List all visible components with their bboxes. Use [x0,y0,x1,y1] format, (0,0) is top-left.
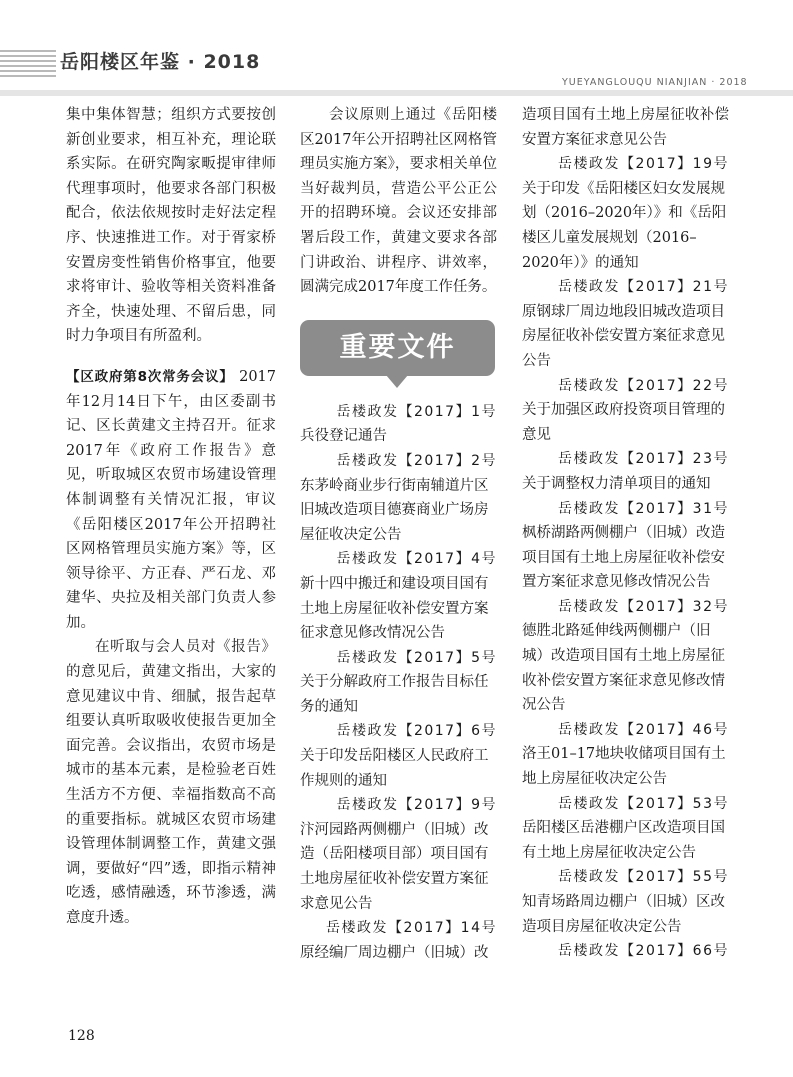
document-number: 岳楼政发【2017】5号 [336,649,497,666]
document-number: 岳楼政发【2017】46号 [558,721,729,738]
document-number: 岳楼政发【2017】31号 [558,500,729,517]
document-number: 岳楼政发【2017】14号 [326,920,497,937]
header-stripes-decoration [0,50,56,78]
column-2 [300,103,497,965]
yearbook-title: 岳阳楼区年鉴 · 2018 [60,51,261,73]
document-list [522,152,729,964]
page-header [0,0,793,100]
document-title: 德胜北路延伸线两侧棚户（旧城）改造项目国有土地上房屋征收补偿安置方案征求意见修改情况公告 [522,623,725,714]
document-title: 关于加强区政府投资项目管理的意见 [522,402,725,443]
paragraph: 会议原则上通过《岳阳楼区2017年公开招聘社区网格管理员实施方案》，要求相关单位当好裁判员，营造公平公正公开的招聘环境。会议还安排部署后段工作，黄建文要求各部门讲政治、讲程序、讲效率，圆满完成2017年度工作任务。 [300,107,497,296]
document-number: 岳楼政发【2017】55号 [558,869,729,886]
meeting-text: 2017年12月14日下午，由区委副书记、区长黄建文主持召开。征求2017年《政府工作报告》意见，听取城区农贸市场建设管理体制调整有关情况汇报，审议《岳阳楼区2017年公开招聘社区网格管理员实施方案》等，区领导徐平、方正春、严石龙、邓建华、央拉及相关部门负责人参加。 [66,368,277,631]
header-rule [0,90,793,96]
document-number: 岳楼政发【2017】53号 [558,795,729,812]
continued-document-title: 造项目国有土地上房屋征收补偿安置方案征求意见公告 [522,107,729,148]
document-title: 东茅岭商业步行街南辅道片区旧城改造项目德赛商业广场房屋征收决定公告 [300,477,489,543]
yearbook-subtitle: YUEYANGLOUQU NIANJIAN · 2018 [562,77,748,88]
document-title: 关于分解政府工作报告目标任务的通知 [300,674,489,715]
document-number: 岳楼政发【2017】4号 [336,551,497,568]
document-title: 关于印发岳阳楼区人民政府工作规则的通知 [300,748,489,789]
document-number: 岳楼政发【2017】6号 [336,723,497,740]
document-number: 岳楼政发【2017】19号 [558,156,729,173]
document-title: 知青场路周边棚户（旧城）区改造项目房屋征收决定公告 [522,894,725,935]
document-number: 岳楼政发【2017】21号 [558,279,729,296]
meeting-paragraph [66,365,276,636]
section-banner-title: 重要文件 [300,320,495,376]
document-title: 汴河园路两侧棚户（旧城）改造（岳阳楼项目部）项目国有土地房屋征收补偿安置方案征求意见公告 [300,821,489,912]
document-title: 关于印发《岳阳楼区妇女发展规划（2016–2020年）》和《岳阳楼区儿童发展规划（2016–2020年）》的通知 [522,180,727,271]
document-title: 岳阳楼区岳港棚户区改造项目国有土地上房屋征收决定公告 [522,820,725,861]
page-number: 128 [68,1028,95,1044]
document-number: 岳楼政发【2017】1号 [336,403,497,420]
document-number: 岳楼政发【2017】32号 [558,598,729,615]
banner-pointer-decoration [386,375,408,388]
document-number: 岳楼政发【2017】22号 [558,377,729,394]
section-banner [300,320,495,390]
paragraph: 集中集体智慧；组织方式要按创新创业要求，相互补充，理论联系实际。在研究陶家畈提审律师代理事项时，他要求各部门积极配合，依法依规按时走好法定程序、快速推进工作。对于胥家桥安置房变性销售价格事宜，他要求将审计、验收等相关资料准备齐全，快速处理、不留后患，同时力争项目有所盈利。 [66,107,276,345]
column-1 [66,103,276,931]
document-title: 原经编厂周边棚户（旧城）改 [300,944,489,961]
column-3 [522,103,729,964]
document-title: 关于调整权力清单项目的通知 [522,475,711,492]
document-title: 枫桥湖路两侧棚户（旧城）改造项目国有土地上房屋征收补偿安置方案征求意见修改情况公告 [522,525,725,591]
document-number: 岳楼政发【2017】66号 [558,943,729,960]
document-title: 原钢球厂周边地段旧城改造项目房屋征收补偿安置方案征求意见公告 [522,303,725,369]
document-number: 岳楼政发【2017】23号 [558,451,729,468]
document-list [300,400,497,966]
paragraph: 在听取与会人员对《报告》的意见后，黄建文指出，大家的意见建议中肯、细腻，报告起草组要认真听取吸收使报告更加全面完善。会议指出，农贸市场是城市的基本元素，是检验老百姓生活方不方便、幸福指数高不高的重要指标。就城区农贸市场建设管理体制调整工作，黄建文强调，要做好“四”透，即指示精神吃透，感情融透，环节渗透，满意度升透。 [66,639,276,926]
document-title: 兵役登记通告 [300,428,387,445]
document-number: 岳楼政发【2017】9号 [336,797,497,814]
document-title: 新十四中搬迁和建设项目国有土地上房屋征收补偿安置方案征求意见修改情况公告 [300,575,489,642]
document-title: 洛王01–17地块收储项目国有土地上房屋征收决定公告 [522,746,726,788]
document-number: 岳楼政发【2017】2号 [336,452,497,469]
meeting-label: 【区政府第8次常务会议】 [66,368,234,385]
